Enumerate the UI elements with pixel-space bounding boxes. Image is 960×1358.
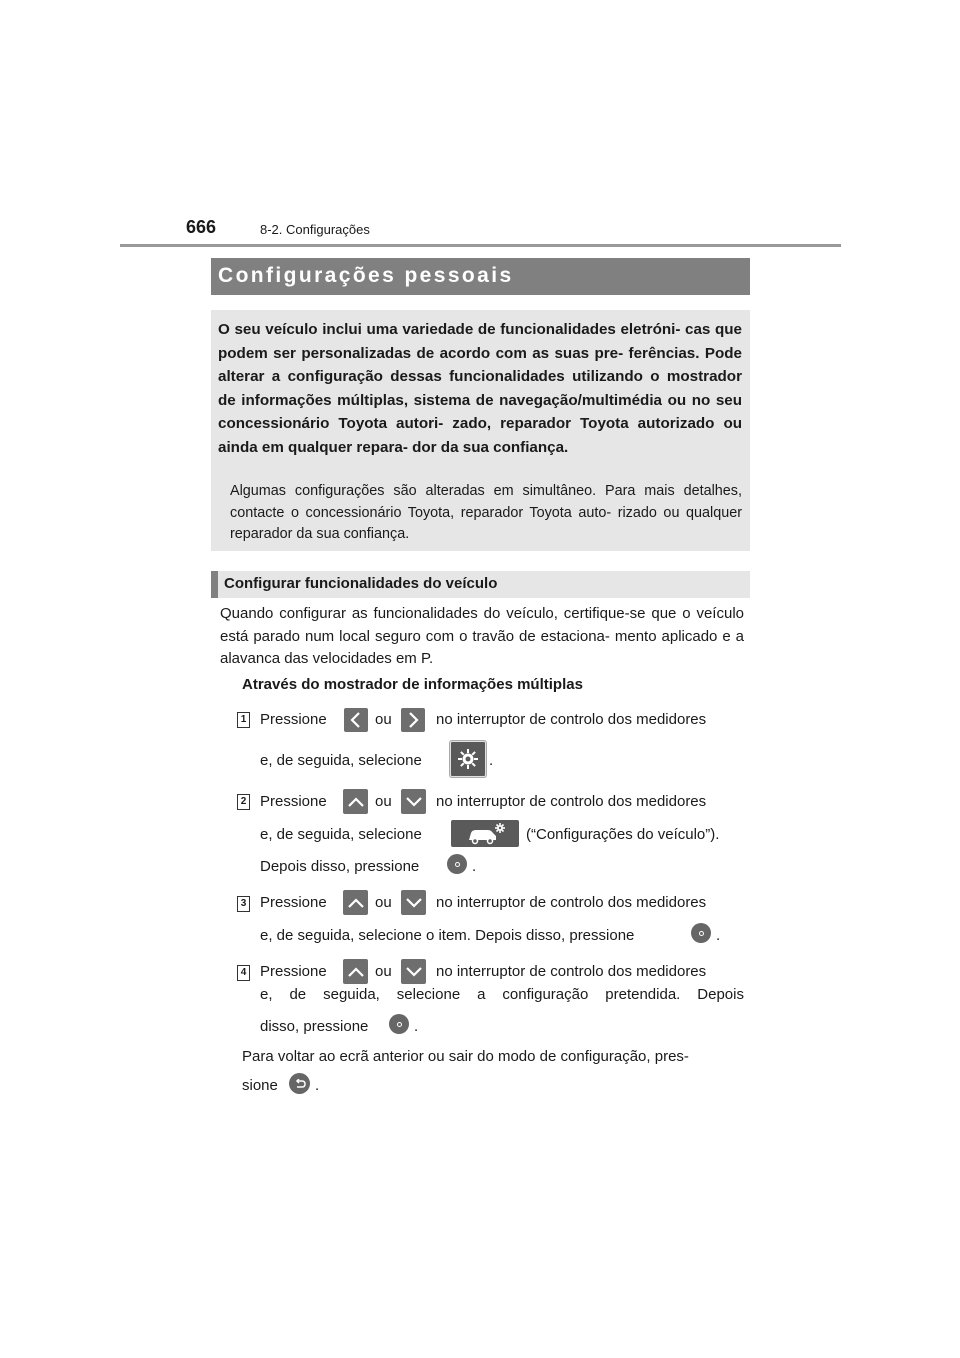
step-1-text-d: . — [489, 752, 494, 769]
page-title: Configurações pessoais — [218, 264, 514, 287]
down-arrow-icon — [401, 959, 426, 984]
intro-note-text: Algumas configurações são alteradas em simultâneo. Para mais detalhes, contacte o concessionário Toyota, reparador Toyota auto- rizado ou qualquer reparador da sua confiança. — [230, 483, 742, 542]
back-note-text-b: sione — [242, 1077, 278, 1094]
down-arrow-icon — [401, 890, 426, 915]
up-arrow-icon — [343, 789, 368, 814]
subsection-accent — [211, 571, 218, 598]
step-4-text-e: . — [414, 1018, 419, 1035]
step-4-text-ou: ou — [375, 963, 392, 980]
method-heading: Através do mostrador de informações múltiplas — [242, 676, 583, 693]
step-2-text-b: no interruptor de controlo dos medidores — [436, 793, 707, 810]
step-number-4: 4 — [237, 965, 250, 981]
step-1-text-b: no interruptor de controlo dos medidores — [436, 711, 707, 728]
ok-button-icon — [389, 1014, 409, 1034]
step-1-text-c: e, de seguida, selecione — [260, 752, 422, 769]
page-number: 666 — [186, 217, 217, 237]
step-2-text-c: e, de seguida, selecione — [260, 826, 422, 843]
step-2-text-a: Pressione — [260, 793, 327, 810]
back-note-text-a: Para voltar ao ecrã anterior ou sair do modo de configuração, pres- — [242, 1048, 689, 1065]
step-1-text-ou: ou — [375, 711, 392, 728]
intro-bold-text: O seu veículo inclui uma variedade de funcionalidades eletróni- cas que podem ser personalizadas de acordo com as suas pre- ferências. Pode alterar a configuração dessas funcionalidades utilizando o mostrador de informações múltiplas, sistema de navegação/multimédia ou no seu concessionário Toyota autori- zado, reparador Toyota autorizado ou ainda em qualquer repara- dor da sua confiança. — [218, 321, 742, 456]
step-number-2: 2 — [237, 794, 250, 810]
step-3-text-ou: ou — [375, 894, 392, 911]
right-arrow-icon — [401, 708, 425, 732]
step-4-text-d: disso, pressione — [260, 1018, 369, 1035]
back-note-text-c: . — [315, 1077, 320, 1094]
ok-button-icon — [691, 923, 711, 943]
body-paragraph: Quando configurar as funcionalidades do veículo, certifique-se que o veículo está parado num local seguro com o travão de estaciona- mento aplicado e a alavanca das velocidades em P. — [220, 605, 744, 667]
step-2-text-e: Depois disso, pressione — [260, 858, 420, 875]
step-3-text-a: Pressione — [260, 894, 327, 911]
left-arrow-icon — [344, 708, 368, 732]
vehicle-settings-icon — [451, 820, 519, 847]
step-1-text-a: Pressione — [260, 711, 327, 728]
step-3-text-b: no interruptor de controlo dos medidores — [436, 894, 707, 911]
step-number-1: 1 — [237, 712, 250, 728]
step-2-text-ou: ou — [375, 793, 392, 810]
up-arrow-icon — [343, 890, 368, 915]
step-number-3: 3 — [237, 896, 250, 912]
subsection-title: Configurar funcionalidades do veículo — [224, 575, 498, 592]
step-4-text-c: e, de seguida, selecione a configuração pretendida. Depois — [260, 986, 744, 1003]
section-header: 8-2. Configurações — [260, 222, 370, 237]
step-4-text-b: no interruptor de controlo dos medidores — [436, 963, 707, 980]
step-2-text-f: . — [472, 858, 477, 875]
back-button-icon — [289, 1073, 310, 1094]
step-4-text-a: Pressione — [260, 963, 327, 980]
settings-gear-icon — [450, 741, 486, 777]
down-arrow-icon — [401, 789, 426, 814]
step-2-text-d: (“Configurações do veículo”). — [526, 826, 720, 843]
ok-button-icon — [447, 854, 467, 874]
step-3-text-d: . — [716, 927, 721, 944]
step-3-text-c: e, de seguida, selecione o item. Depois disso, pressione — [260, 927, 635, 944]
up-arrow-icon — [343, 959, 368, 984]
header-rule — [120, 244, 841, 247]
